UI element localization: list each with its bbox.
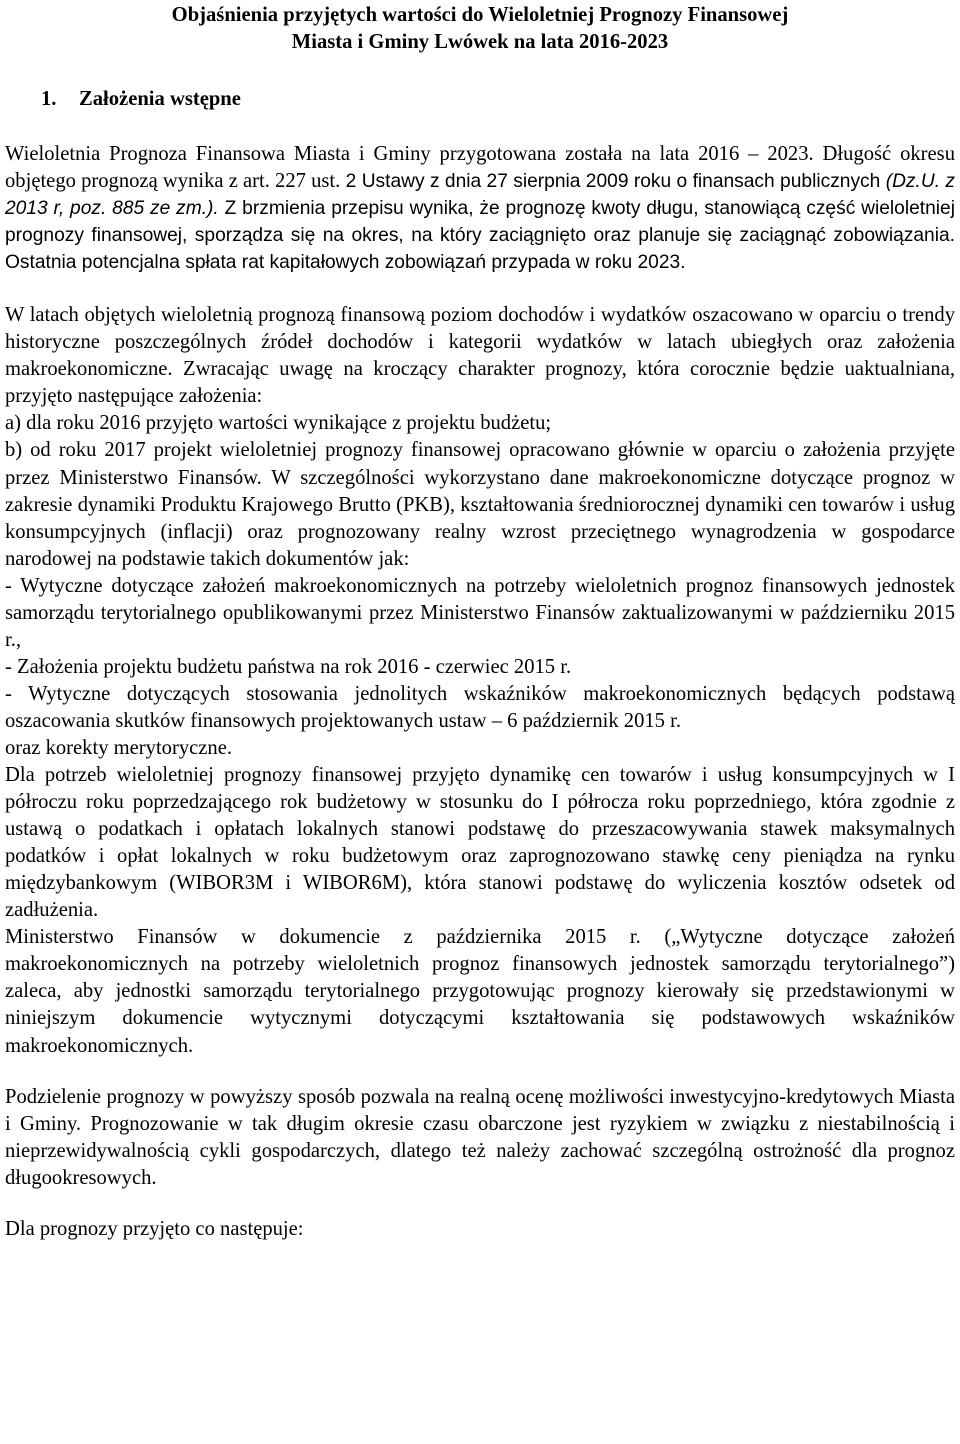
dash-item-2: - Założenia projektu budżetu państwa na rok 2016 - czerwiec 2015 r. <box>5 655 572 678</box>
dash-item-3: - Wytyczne dotyczących stosowania jednolitych wskaźników makroekonomicznych będących podstawą oszacowania skutków finansowych projektowanych ustaw – 6 październik 2015 r. <box>5 682 955 732</box>
paragraph-intro <box>5 141 955 276</box>
paragraph-intro-part-a: Wieloletnia Prognoza Finansowa Miasta i Gminy przygotowana została na lata 2016 – 2023. Długość okresu objętego prognozą wynika z art. 227 ust. <box>5 143 955 193</box>
document-title <box>5 2 955 56</box>
section-heading-text: Założenia wstępne <box>79 88 241 110</box>
paragraph-intro-part-e: Ostatnia potencjalna spłata rat kapitałowych zobowiązań przypada w roku 2023. <box>5 252 686 274</box>
document-page <box>5 0 955 1444</box>
list-item-b <box>5 437 955 572</box>
section-heading <box>41 86 241 113</box>
paragraph-intro-part-d: Z brzmienia przepisu wynika, że prognozę kwoty długu, stanowiącą część wieloletniej prognozy finansowej, sporządza się na okres, na który zaciągnięto oraz planuje się zaciągnąć zobowiązania. <box>5 198 955 247</box>
list-item-b-part-1: b) od roku 2017 projekt wieloletniej prognozy finansowej opracowano głównie w oparciu o założenia przyjęte przez Ministerstwo Finansów. <box>5 439 955 489</box>
paragraph-assumptions <box>5 302 955 410</box>
list-item-a: a) dla roku 2016 przyjęto wartości wynikające z projektu budżetu; <box>5 412 552 435</box>
paragraph-division: Podzielenie prognozy w powyższy sposób pozwala na realną ocenę możliwości inwestycyjno-kredytowych Miasta i Gminy. Prognozowanie w tak długim okresie czasu obarczone jest ryzykiem w związku z niestabilnością i nieprzewidywalnością cykli gospodarczych, dlatego też należy zachować szczególną ostrożność dla prognoz długookresowych. <box>5 1085 955 1189</box>
list-item-b-part-2: W szczególności wykorzystano dane makroekonomiczne dotyczące prognoz w zakresie dynamiki Produktu Krajowego Brutto (PKB), kształtowania średniorocznej dynamiki cen towarów i usług konsumpcyjnych (inflacji) oraz prognozowany realny wzrost przeciętnego wynagrodzenia w gospodarce narodowej na podstawie takich dokumentów jak: <box>5 466 956 570</box>
paragraph-assumptions-part-a: W latach objętych wieloletnią prognozą finansową poziom dochodów i wydatków oszacowano w oparciu o trendy historyczne poszczególnych źródeł dochodów i kategorii wydatków w latach ubiegłych oraz założenia makroekonomiczne. <box>5 304 955 381</box>
paragraph-ministry: Ministerstwo Finansów w dokumencie z października 2015 r. („Wytyczne dotyczące założeń makroekonomicznych na potrzeby wieloletnich prognoz finansowych jednostek samorządu terytorialnego”) zaleca, aby jednostki samorządu terytorialnego przygotowując prognozy kierowały się przedstawionymi w niniejszym dokumencie wytycznymi dotyczącymi kształtowania się podstawowych wskaźników makroekonomicznych. <box>5 926 955 1057</box>
title-line-1: Objaśnienia przyjętych wartości do Wieloletniej Prognozy Finansowej <box>171 4 789 26</box>
paragraph-intro-citation: (Dz.U. z 2013 r, poz. 885 ze zm.). <box>5 171 955 220</box>
document-body <box>5 141 955 1243</box>
paragraph-assumptions-part-b: Zwracając uwagę na kroczący charakter prognozy, która corocznie będzie uaktualniana, przyjęto następujące założenia: <box>5 358 955 408</box>
paragraph-adopted: Dla prognozy przyjęto co następuje: <box>5 1217 304 1240</box>
section-number: 1. <box>41 88 57 110</box>
dash-item-1: - Wytyczne dotyczące założeń makroekonomicznych na potrzeby wieloletnich prognoz finansowych jednostek samorządu terytorialnego opublikowanymi przez Ministerstwo Finansów zaktualizowanymi w październiku 2015 r., <box>5 574 955 651</box>
paragraph-intro-part-b: 2 Ustawy z dnia 27 sierpnia 2009 roku o finansach publicznych <box>340 171 886 193</box>
paragraph-dynamics: Dla potrzeb wieloletniej prognozy finansowej przyjęto dynamikę cen towarów i usług konsumpcyjnych w I półroczu roku poprzedzającego rok budżetowy w stosunku do I półrocza roku poprzedniego, która zgodnie z ustawą o podatkach i opłatach lokalnych stanowi podstawę do przeszacowywania stawek maksymalnych podatków i opłat lokalnych w roku budżetowym oraz zaprognozowano stawkę ceny pieniądza na rynku międzybankowym (WIBOR3M i WIBOR6M), która stanowi podstawę do wyliczenia kosztów odsetek od zadłużenia. <box>5 764 955 922</box>
title-line-2: Miasta i Gminy Lwówek na lata 2016-2023 <box>291 31 669 53</box>
dash-item-4: oraz korekty merytoryczne. <box>5 736 232 759</box>
